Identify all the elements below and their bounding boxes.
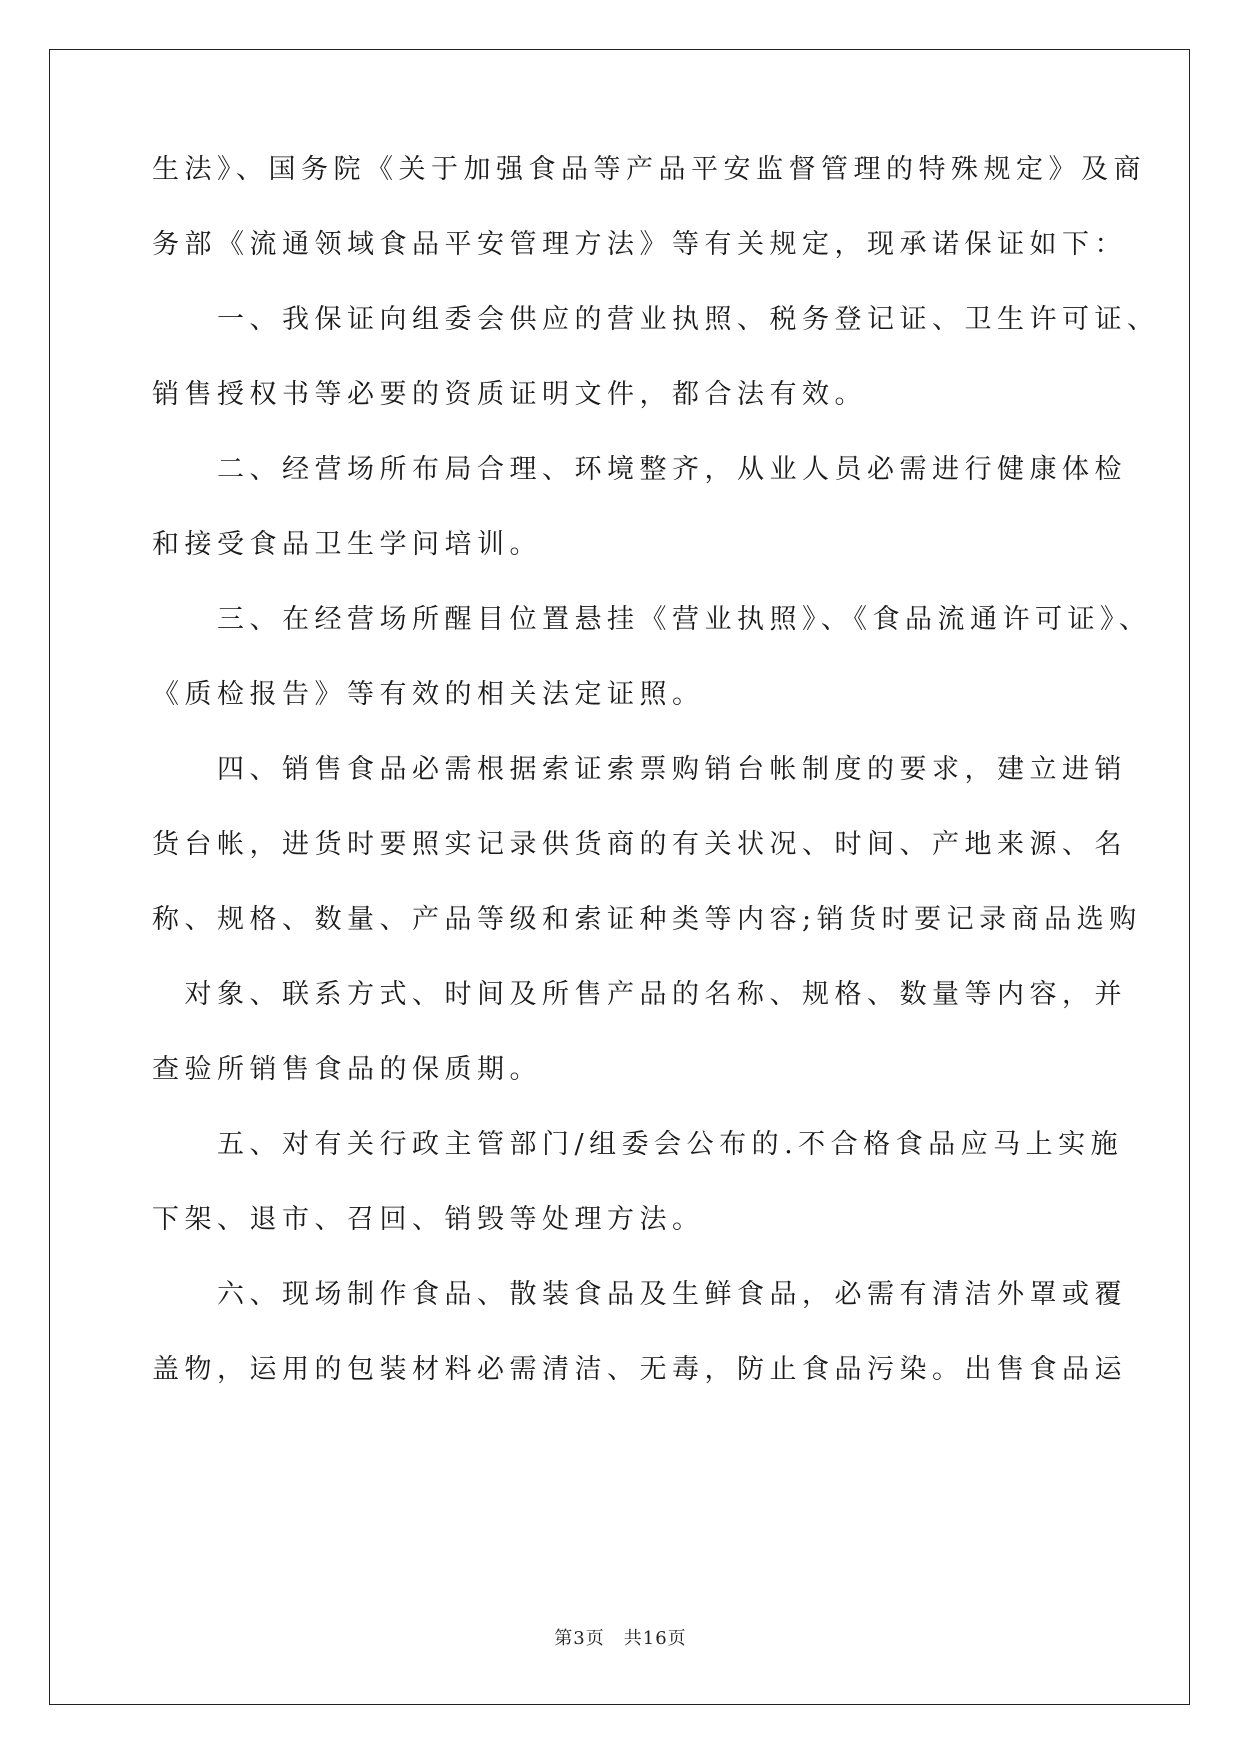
text-line: 对象、联系方式、时间及所售产品的名称、规格、数量等内容，并: [152, 979, 1127, 1010]
text-line: 六、现场制作食品、散装食品及生鲜食品，必需有清洁外罩或覆: [152, 1279, 1127, 1310]
text-line: 《质检报告》等有效的相关法定证照。: [152, 679, 705, 710]
text-line: 称、规格、数量、产品等级和索证种类等内容;销货时要记录商品选购: [152, 904, 1142, 935]
text-line: 二、经营场所布局合理、环境整齐，从业人员必需进行健康体检: [152, 454, 1127, 485]
text-line: 销售授权书等必要的资质证明文件，都合法有效。: [152, 379, 867, 410]
text-line: 下架、退市、召回、销毁等处理方法。: [152, 1204, 705, 1235]
text-line: 务部《流通领域食品平安管理方法》等有关规定，现承诺保证如下：: [152, 229, 1127, 260]
page-number: 第3页 共16页: [554, 1628, 687, 1649]
text-line: 一、我保证向组委会供应的营业执照、税务登记证、卫生许可证、: [152, 304, 1160, 335]
text-line: 盖物，运用的包装材料必需清洁、无毒，防止食品污染。出售食品运: [152, 1354, 1127, 1385]
text-line: 三、在经营场所醒目位置悬挂《营业执照》、《食品流通许可证》、: [152, 604, 1152, 635]
text-line: 生法》、国务院《关于加强食品等产品平安监督管理的特殊规定》及商: [152, 154, 1146, 185]
text-line: 查验所销售食品的保质期。: [152, 1054, 542, 1085]
text-line: 四、销售食品必需根据索证索票购销台帐制度的要求，建立进销: [152, 754, 1127, 785]
page-border: [49, 49, 1190, 1705]
text-line: 货台帐，进货时要照实记录供货商的有关状况、时间、产地来源、名: [152, 829, 1127, 860]
text-line: 和接受食品卫生学问培训。: [152, 529, 542, 560]
text-line: 五、对有关行政主管部门/组委会公布的.不合格食品应马上实施: [152, 1129, 1124, 1160]
